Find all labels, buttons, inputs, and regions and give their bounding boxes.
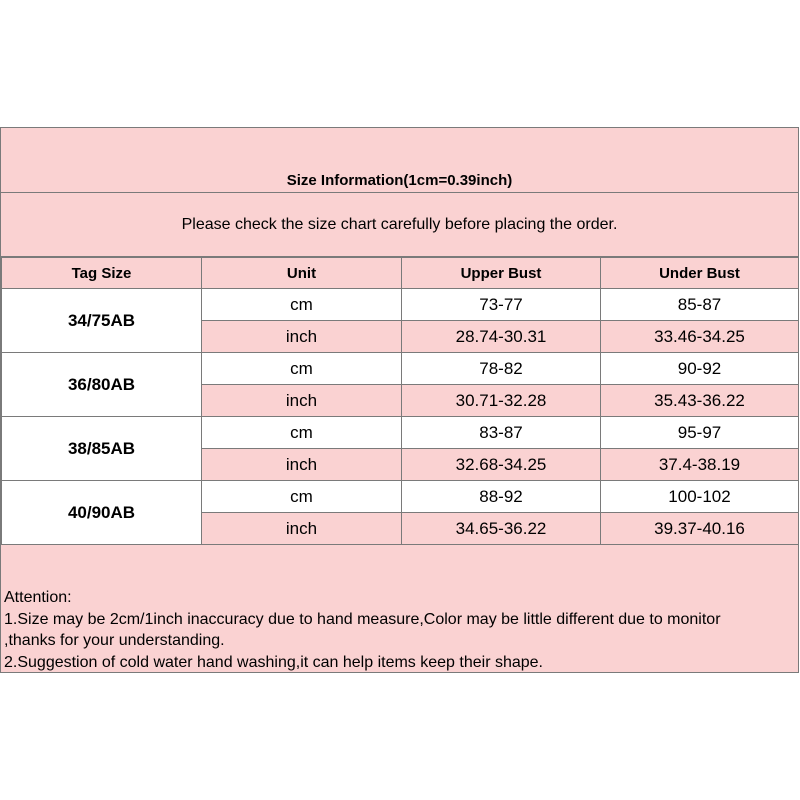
- unit-cell: cm: [202, 289, 402, 321]
- attention-line: ,thanks for your understanding.: [4, 632, 225, 649]
- unit-cell: inch: [202, 449, 402, 481]
- upper-bust-cell: 32.68-34.25: [402, 449, 601, 481]
- header-row: [2, 258, 799, 289]
- under-bust-cell: 39.37-40.16: [601, 513, 799, 545]
- attention-notes: [4, 587, 721, 673]
- upper-bust-cell: 34.65-36.22: [402, 513, 601, 545]
- size-table: [1, 257, 799, 545]
- upper-bust-cell: 83-87: [402, 417, 601, 449]
- title-row: [1, 128, 798, 193]
- header-unit: Unit: [202, 258, 402, 289]
- upper-bust-cell: 28.74-30.31: [402, 321, 601, 353]
- tag-size-cell: 40/90AB: [2, 481, 202, 545]
- chart-title: Size Information(1cm=0.39inch): [286, 172, 513, 189]
- header-tag-size: Tag Size: [2, 258, 202, 289]
- notice-text: Please check the size chart carefully before placing the order.: [181, 215, 618, 233]
- under-bust-cell: 33.46-34.25: [601, 321, 799, 353]
- under-bust-cell: 85-87: [601, 289, 799, 321]
- table-row: [2, 417, 799, 449]
- under-bust-cell: 95-97: [601, 417, 799, 449]
- table-row: [2, 289, 799, 321]
- attention-line: 2.Suggestion of cold water hand washing,it can help items keep their shape.: [4, 653, 543, 671]
- tag-size-cell: 34/75AB: [2, 289, 202, 353]
- header-under-bust: Under Bust: [601, 258, 799, 289]
- under-bust-cell: 37.4-38.19: [601, 449, 799, 481]
- size-chart-sheet: [0, 127, 799, 673]
- under-bust-cell: 90-92: [601, 353, 799, 385]
- tag-size-cell: 36/80AB: [2, 353, 202, 417]
- under-bust-cell: 100-102: [601, 481, 799, 513]
- table-row: [2, 353, 799, 385]
- tag-size-cell: 38/85AB: [2, 417, 202, 481]
- unit-cell: cm: [202, 481, 402, 513]
- upper-bust-cell: 88-92: [402, 481, 601, 513]
- upper-bust-cell: 73-77: [402, 289, 601, 321]
- notice-row: [1, 193, 798, 257]
- table-row: [2, 481, 799, 513]
- under-bust-cell: 35.43-36.22: [601, 385, 799, 417]
- upper-bust-cell: 78-82: [402, 353, 601, 385]
- header-upper-bust: Upper Bust: [402, 258, 601, 289]
- attention-heading: Attention:: [4, 589, 72, 606]
- attention-line: 1.Size may be 2cm/1inch inaccuracy due to hand measure,Color may be little different due to monitor: [4, 610, 721, 628]
- unit-cell: cm: [202, 417, 402, 449]
- unit-cell: inch: [202, 385, 402, 417]
- unit-cell: inch: [202, 513, 402, 545]
- unit-cell: cm: [202, 353, 402, 385]
- unit-cell: inch: [202, 321, 402, 353]
- upper-bust-cell: 30.71-32.28: [402, 385, 601, 417]
